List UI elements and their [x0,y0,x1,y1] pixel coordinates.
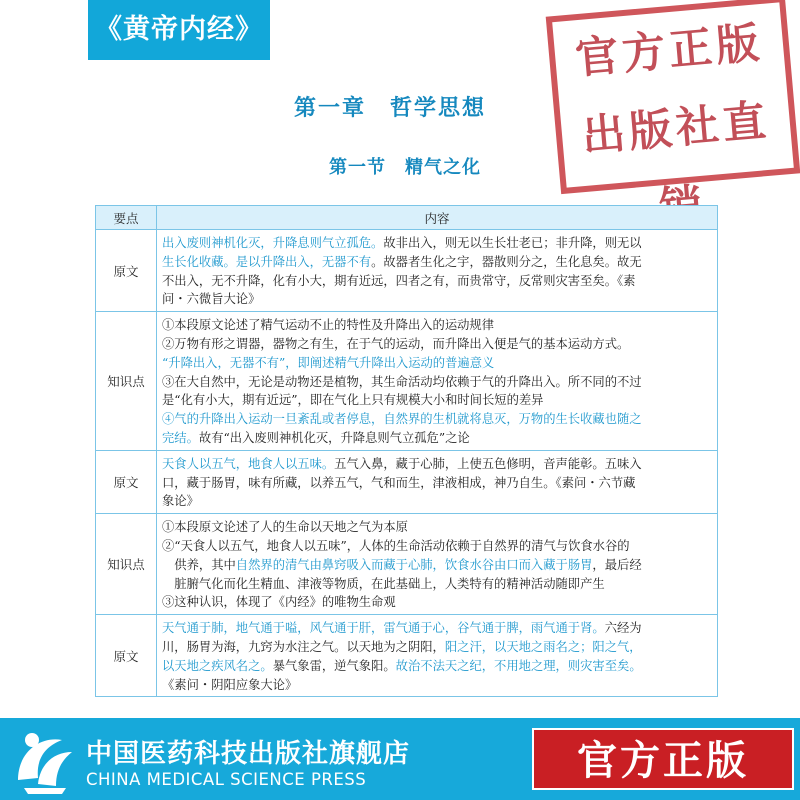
column-header-key-point: 要点 [96,206,157,230]
body-text: 暴气象雷，逆气象阳。 [272,658,396,673]
footer-banner [0,718,800,800]
body-text: 《素问・阴阳应象大论》 [162,677,298,692]
column-header-content: 内容 [157,206,718,230]
content-line [162,253,712,272]
body-text: ②万物有形之谓器，器物之有生，在于气的运动，而升降出入便是气的基本运动方式。 [162,336,630,351]
table-row [96,312,718,451]
body-text: ③在大自然中，无论是动物还是植物，其生命活动均依赖于气的升降出入。所不同的不过 [162,374,642,389]
body-text: 五气入鼻，藏于心肺，上使五色修明，音声能彰。五味入 [334,456,642,471]
highlighted-text: 阳之汗，以天地之雨名之；阳之气， [444,639,642,654]
body-text: ②“天食人以五气，地食人以五味”，人体的生命活动依赖于自然界的清气与饮食水谷的 [162,538,630,553]
highlighted-text: 生长化收藏 [162,254,224,269]
row-label: 原文 [96,230,157,312]
chapter-title: 第一章 哲学思想 [293,95,486,121]
body-text: 是“化有小大，期有近远”，即在气化上只有规模大小和时间长短的差异 [162,393,544,408]
content-line [162,657,712,676]
table-body [96,230,718,697]
body-text: 供养，其中 [162,557,236,572]
content-line [162,373,712,392]
press-logo-icon [10,722,80,796]
stamp-line-2: 出版社直销 [580,95,772,162]
highlighted-text: 天食人以五气，地食人以五味。 [162,456,335,471]
row-label: 原文 [96,450,157,513]
content-line [162,335,712,354]
row-content [157,514,718,615]
body-text: ①本段原文论述了精气运动不止的特性及升降出入的运动规律 [162,318,495,333]
highlighted-text: ④气的升降出入运动一旦紊乱或者停息，自然界的生机就将息灭，万物的生长收藏也随之 [162,412,642,427]
content-line [162,537,712,556]
content-line [162,619,712,638]
body-text: ③这种认识，体现了《内经》的唯物生命观 [162,595,396,610]
body-text: 川，肠胃为海，九窍为水注之气。以天地为之阴阳， [162,639,445,654]
content-line [162,455,712,474]
content-line [162,575,712,594]
highlighted-text: 故治不法天之纪，不用地之理，则灾害至矣。 [395,658,642,673]
row-content [157,230,718,312]
highlighted-text: 天气通于肺，地气通于嗌，风气通于肝，雷气通于心，谷气通于脾，雨气通于肾。 [162,621,605,636]
row-content [157,450,718,513]
content-line [162,391,712,410]
official-genuine-badge: 官方正版 [532,728,794,790]
content-line [162,676,712,695]
content-table-wrapper [95,205,718,725]
table-header-row [96,206,718,230]
content-line [162,290,712,309]
row-label: 知识点 [96,312,157,451]
content-line [162,638,712,657]
highlighted-text: “升降出入，无器不有”，即阐述精气升降出入运动的普遍意义 [162,355,495,370]
table-row [96,230,718,312]
body-text: 脏腑气化而化生精血、津液等物质，在此基础上，人类特有的精神活动随即产生 [162,576,605,591]
section-title: 第一节 精气之化 [329,157,481,178]
content-line [162,593,712,612]
content-line [162,234,712,253]
body-text: 故非出入，则无以生长壮老已；非升降，则无以 [383,236,642,250]
content-line [162,492,712,511]
press-name-english: CHINA MEDICAL SCIENCE PRESS [86,770,367,789]
stamp-line-1: 官方正版 [573,18,765,85]
row-label: 原文 [96,615,157,697]
content-line [162,410,712,429]
official-stamp [546,0,800,194]
body-text: ，最后经 [592,557,642,572]
row-content [157,615,718,697]
table-row [96,450,718,513]
body-text: 象论》 [162,494,199,509]
body-text: ①本段原文论述了人的生命以天地之气为本原 [162,520,408,535]
row-label: 知识点 [96,514,157,615]
table-row [96,615,718,697]
content-line [162,316,712,335]
content-line [162,429,712,448]
row-content [157,312,718,451]
book-title-tab: 《黄帝内经》 [88,0,270,60]
body-text: 不出入，无不升降，化有小大，期有近远，四者之有，而贵常守，反常则灾害至矣。《素 [162,273,636,288]
content-line [162,518,712,537]
content-line [162,354,712,373]
highlighted-text: 自然界的清气由鼻窍吸入而藏于心肺，饮食水谷由口而入藏于肠胃 [235,557,593,572]
highlighted-text: 。是以升降出入，无器不有 [223,254,372,269]
highlighted-text: 以天地之疾风名之。 [162,658,273,673]
body-text: 口，藏于肠胃，味有所藏，以养五气，气和而生，津液相成，神乃自生。《素问・六节藏 [162,475,636,490]
body-text: 。故器者生化之宇，器散则分之，生化息矣。故无 [371,254,642,269]
content-line [162,272,712,291]
body-text: 六经为 [604,621,642,636]
table-row [96,514,718,615]
highlighted-text: 完结。 [162,430,199,445]
content-line [162,474,712,493]
press-name-chinese: 中国医药科技出版社旗舰店 [86,739,411,769]
body-text: 问・六微旨大论》 [162,292,261,307]
content-table [95,205,718,697]
highlighted-text: 出入废则神机化灭，升降息则气立孤危。 [162,236,384,250]
body-text: 故有“出入废则神机化灭，升降息则气立孤危”之论 [198,430,470,445]
content-line [162,556,712,575]
